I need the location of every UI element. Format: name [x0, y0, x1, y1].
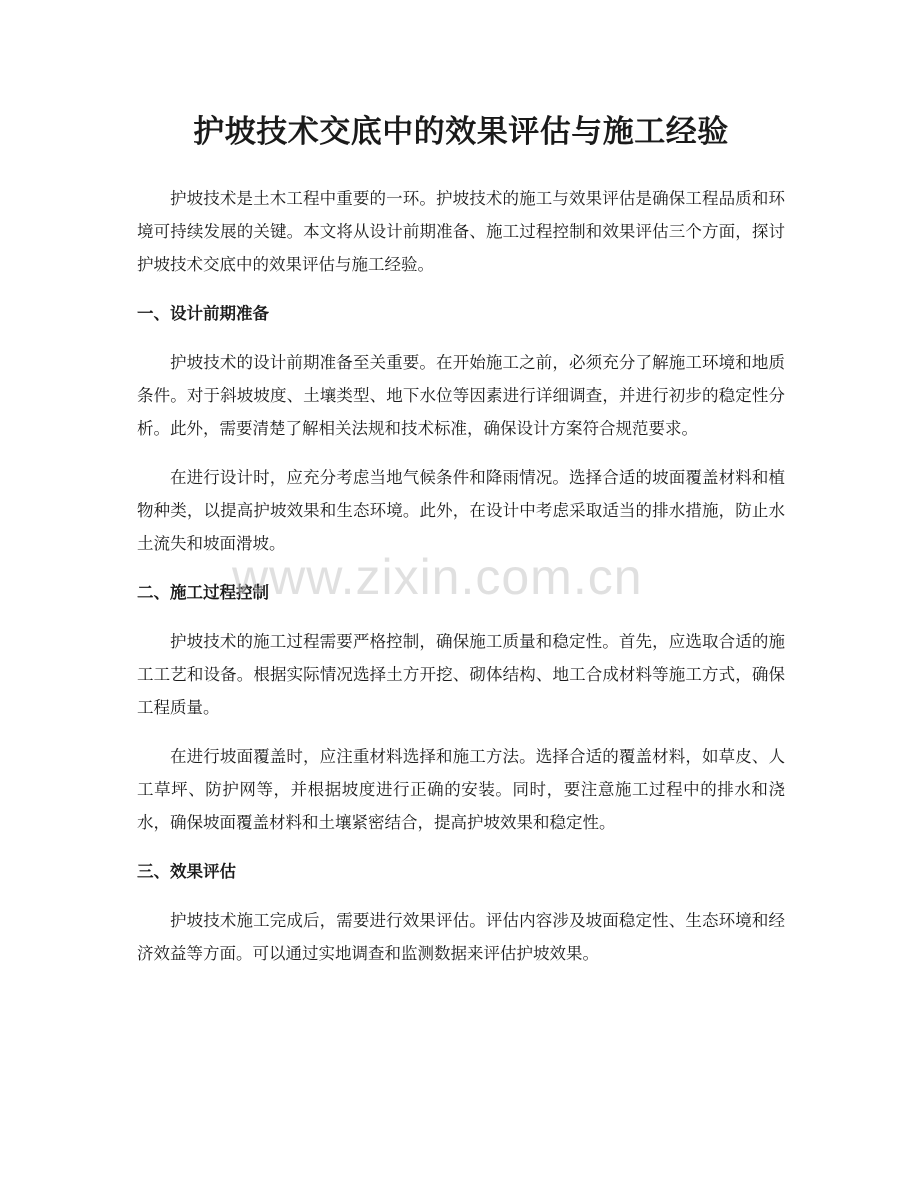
watermark: www.zixin.com.cn	[232, 549, 643, 605]
section-heading: 一、设计前期准备	[137, 304, 269, 323]
section-paragraph: 在进行设计时，应充分考虑当地气候条件和降雨情况。选择合适的坡面覆盖材料和植物种类，以提高护坡效果和生态环境。此外，在设计中考虑采取适当的排水措施，防止水土流失和坡面滑坡。	[137, 468, 785, 553]
section-paragraph: 在进行坡面覆盖时，应注重材料选择和施工方法。选择合适的覆盖材料，如草皮、人工草坪、防护网等，并根据坡度进行正确的安装。同时，要注意施工过程中的排水和浇水，确保坡面覆盖材料和土壤紧密结合，提高护坡效果和稳定性。	[137, 747, 785, 832]
document-body	[137, 182, 785, 986]
section-construction-control	[137, 576, 785, 839]
section-design-preparation	[137, 297, 785, 560]
intro-paragraph: 护坡技术是土木工程中重要的一环。护坡技术的施工与效果评估是确保工程品质和环境可持续发展的关键。本文将从设计前期准备、施工过程控制和效果评估三个方面，探讨护坡技术交底中的效果评估与施工经验。	[137, 189, 785, 274]
section-paragraph: 护坡技术的施工过程需要严格控制，确保施工质量和稳定性。首先，应选取合适的施工工艺和设备。根据实际情况选择土方开挖、砌体结构、地工合成材料等施工方式，确保工程质量。	[137, 632, 785, 717]
section-effect-evaluation	[137, 855, 785, 970]
section-heading: 三、效果评估	[137, 862, 236, 881]
document-title: 护坡技术交底中的效果评估与施工经验	[193, 114, 729, 150]
section-paragraph: 护坡技术施工完成后，需要进行效果评估。评估内容涉及坡面稳定性、生态环境和经济效益等方面。可以通过实地调查和监测数据来评估护坡效果。	[137, 911, 785, 963]
section-paragraph: 护坡技术的设计前期准备至关重要。在开始施工之前，必须充分了解施工环境和地质条件。对于斜坡坡度、土壤类型、地下水位等因素进行详细调查，并进行初步的稳定性分析。此外，需要清楚了解相关法规和技术标准，确保设计方案符合规范要求。	[137, 353, 785, 438]
section-heading: 二、施工过程控制	[137, 583, 269, 602]
